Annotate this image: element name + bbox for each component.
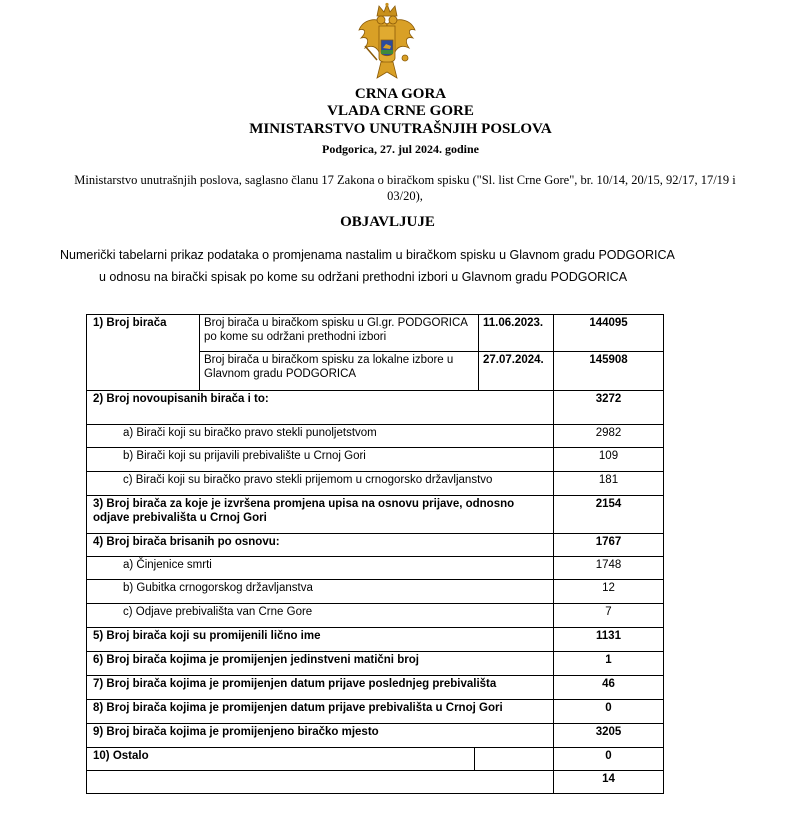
- row-label: b) Birači koji su prijavili prebivalište u Crnoj Gori: [87, 448, 554, 472]
- row-label: b) Gubitka crnogorskog državljanstva: [87, 580, 554, 604]
- table-row: [87, 771, 664, 794]
- table-row: [87, 448, 664, 472]
- table-row: [87, 628, 664, 652]
- row-text: Broj birača u biračkom spisku za lokalne izbore u Glavnom gradu PODGORICA: [200, 352, 479, 391]
- row-value: 1: [554, 652, 664, 676]
- row-value: 12: [554, 580, 664, 604]
- table-row: [87, 676, 664, 700]
- table-row: [87, 700, 664, 724]
- row-label: 10) Ostalo: [87, 748, 475, 771]
- row-date: 11.06.2023.: [479, 315, 554, 352]
- header-country: CRNA GORA: [354, 86, 447, 102]
- row-value: 1767: [554, 534, 664, 557]
- row-value: 181: [554, 472, 664, 496]
- row-label: 9) Broj birača kojima je promijenjeno biračko mjesto: [87, 724, 554, 748]
- table-row: [87, 496, 664, 534]
- table-row: [87, 652, 664, 676]
- header-date: Podgorica, 27. jul 2024. godine: [321, 142, 479, 156]
- empty-cell: [475, 748, 554, 771]
- row-value: 144095: [554, 315, 664, 352]
- table-row: [87, 580, 664, 604]
- row-value: 3272: [554, 391, 664, 425]
- row-value: 0: [554, 700, 664, 724]
- header-government: VLADA CRNE GORE: [327, 103, 474, 119]
- row-label: 4) Broj birača brisanih po osnovu:: [87, 534, 554, 557]
- row-label: 1) Broj birača: [87, 315, 200, 391]
- table-row: [87, 391, 664, 425]
- table-row: [87, 604, 664, 628]
- row-label: c) Odjave prebivališta van Crne Gore: [87, 604, 554, 628]
- row-value: 0: [554, 748, 664, 771]
- row-label: 3) Broj birača za koje je izvršena promjena upisa na osnovu prijave, odnosno odjave prebivališta u Crnoj Gori: [87, 496, 554, 534]
- announcement-heading: OBJAVLJUJE: [340, 214, 435, 230]
- row-label: a) Činjenice smrti: [87, 557, 554, 580]
- description-line-2: u odnosu na birački spisak po kome su održani prethodni izbori u Glavnom gradu PODGORICA: [99, 270, 628, 284]
- intro-paragraph: Ministarstvo unutrašnjih poslova, saglasno članu 17 Zakona o biračkom spisku ("Sl. list Crne Gore", br. 10/14, 20/15, 92/17, 17/19 i 03/20),: [74, 173, 736, 203]
- row-label: a) Birači koji su biračko pravo stekli punoljetstvom: [87, 425, 554, 448]
- table-row: [87, 425, 664, 448]
- empty-cell: [87, 771, 554, 794]
- row-value: 145908: [554, 352, 664, 391]
- row-value: 109: [554, 448, 664, 472]
- table-row: [87, 724, 664, 748]
- row-label: c) Birači koji su biračko pravo stekli prijemom u crnogorsko državljanstvo: [87, 472, 554, 496]
- row-value: 2154: [554, 496, 664, 534]
- row-value: 7: [554, 604, 664, 628]
- table-row: [87, 748, 664, 771]
- coat-of-arms-logo: [357, 2, 417, 84]
- table-row: [87, 472, 664, 496]
- row-label: 6) Broj birača kojima je promijenjen jedinstveni matični broj: [87, 652, 554, 676]
- row-label: 7) Broj birača kojima je promijenjen datum prijave poslednjeg prebivališta: [87, 676, 554, 700]
- header-ministry: MINISTARSTVO UNUTRAŠNJIH POSLOVA: [249, 121, 552, 137]
- row-label: 2) Broj novoupisanih birača i to:: [87, 391, 554, 425]
- row-value: 3205: [554, 724, 664, 748]
- row-value: 1748: [554, 557, 664, 580]
- voter-changes-table: [86, 314, 664, 794]
- row-label: 8) Broj birača kojima je promijenjen datum prijave prebivališta u Crnoj Gori: [87, 700, 554, 724]
- description-line-1: Numerički tabelarni prikaz podataka o promjenama nastalim u biračkom spisku u Glavnom gradu PODGORICA: [60, 248, 675, 262]
- row-value: 14: [554, 771, 664, 794]
- row-date: 27.07.2024.: [479, 352, 554, 391]
- table-row: [87, 534, 664, 557]
- row-value: 46: [554, 676, 664, 700]
- row-text: Broj birača u biračkom spisku u Gl.gr. PODGORICA po kome su održani prethodni izbori: [200, 315, 479, 352]
- row-value: 2982: [554, 425, 664, 448]
- table-row: [87, 315, 664, 352]
- row-value: 1131: [554, 628, 664, 652]
- table-row: [87, 557, 664, 580]
- row-label: 5) Broj birača koji su promijenili lično ime: [87, 628, 554, 652]
